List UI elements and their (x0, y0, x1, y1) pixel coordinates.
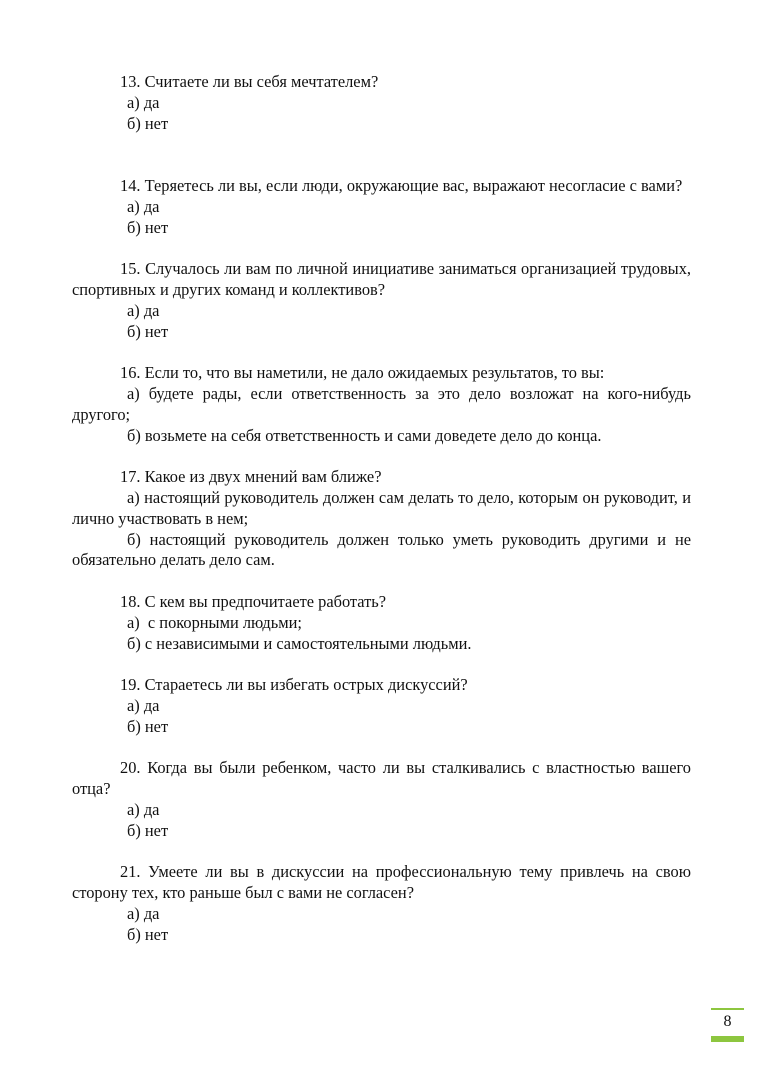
question-text: 15. Случалось ли вам по личной инициативе заниматься организацией трудовых, спортивных и других команд и коллективов? (72, 259, 691, 299)
option-a: а) да (127, 903, 160, 923)
option-a: а) будете рады, если ответственность за это дело возложат на кого-нибудь другого; (72, 383, 691, 424)
option-b: б) нет (127, 716, 169, 736)
question-text: 13. Считаете ли вы себя мечтателем? (120, 72, 379, 91)
option-b: б) настоящий руководитель должен только уметь руководить другими и не обязательно делать дело сам. (72, 529, 691, 570)
question-16 (72, 363, 691, 446)
option-b: б) нет (127, 113, 169, 133)
question-text: 21. Умеете ли вы в дискуссии на профессиональную тему привлечь на свою сторону тех, кто раньше был с вами не согласен? (72, 862, 691, 903)
option-a: а) да (127, 695, 160, 715)
question-18 (72, 592, 691, 654)
option-a: а) настоящий руководитель должен сам делать то дело, которым он руководит, и лично участвовать в нем; (72, 487, 691, 528)
option-a: а) с покорными людьми; (127, 612, 302, 632)
option-b: б) с независимыми и самостоятельными людьми. (127, 633, 472, 653)
question-text: 20. Когда вы были ребенком, часто ли вы сталкивались с властностью вашего отца? (72, 758, 691, 799)
option-a: а) да (127, 799, 160, 819)
question-17 (72, 467, 691, 571)
accent-bar (711, 1036, 744, 1042)
option-a: а) да (127, 92, 160, 112)
page-number-marker (711, 1008, 744, 1042)
question-text: 18. С кем вы предпочитаете работать? (120, 591, 387, 611)
question-19 (72, 675, 691, 737)
option-b: б) нет (127, 820, 169, 840)
question-15 (72, 259, 691, 342)
question-text: 17. Какое из двух мнений вам ближе? (120, 467, 382, 487)
question-text: 14. Теряетесь ли вы, если люди, окружающие вас, выражают несогласие с вами? (120, 175, 683, 195)
question-13 (72, 72, 691, 134)
question-text: 16. Если то, что вы наметили, не дало ожидаемых результатов, то вы: (120, 363, 605, 383)
page-number: 8 (723, 1013, 732, 1030)
questionnaire (72, 72, 691, 945)
option-a: а) да (127, 196, 160, 216)
accent-rule (711, 1008, 744, 1010)
option-b: б) возьмете на себя ответственность и сами доведете дело до конца. (127, 425, 602, 445)
question-21 (72, 862, 691, 945)
option-b: б) нет (127, 217, 169, 237)
option-b: б) нет (127, 924, 169, 944)
question-14 (72, 176, 691, 238)
option-a: а) да (127, 300, 160, 320)
question-text: 19. Стараетесь ли вы избегать острых дискуссий? (120, 675, 468, 695)
question-20 (72, 758, 691, 841)
option-b: б) нет (127, 321, 169, 341)
